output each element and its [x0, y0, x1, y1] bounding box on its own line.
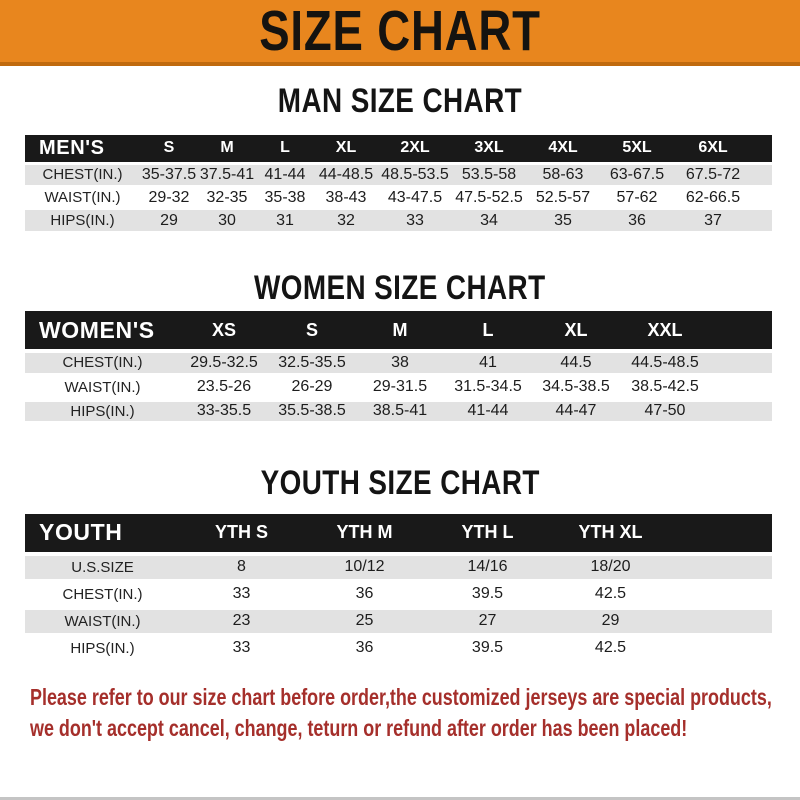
- size-value: 33: [378, 209, 452, 232]
- column-header: XXL: [620, 311, 710, 351]
- header-filler: [752, 135, 772, 163]
- row-filler: [672, 635, 772, 662]
- column-header: YTH L: [426, 514, 549, 554]
- size-value: 33: [180, 581, 303, 608]
- size-value: 32.5-35.5: [268, 351, 356, 375]
- column-header: XL: [314, 135, 378, 163]
- disclaimer-line-1: Please refer to our size chart before order,the customized jerseys are special products,: [30, 683, 772, 710]
- table-row: [25, 608, 772, 635]
- size-value: 35.5-38.5: [268, 399, 356, 423]
- women-section: [0, 269, 800, 426]
- row-filler: [710, 375, 772, 399]
- table-row: [25, 554, 772, 581]
- row-filler: [710, 351, 772, 375]
- column-header: M: [198, 135, 256, 163]
- banner-title: SIZE CHART: [259, 0, 541, 63]
- row-label: HIPS(IN.): [25, 209, 140, 232]
- table-row: [25, 209, 772, 232]
- disclaimer-line-2: we don't accept cancel, change, teturn or refund after order has been placed!: [30, 714, 688, 741]
- size-value: 47.5-52.5: [452, 186, 526, 209]
- column-header: L: [444, 311, 532, 351]
- column-header: 3XL: [452, 135, 526, 163]
- size-value: 62-66.5: [674, 186, 752, 209]
- column-header: 4XL: [526, 135, 600, 163]
- table-row: [25, 186, 772, 209]
- row-filler: [672, 581, 772, 608]
- row-label: HIPS(IN.): [25, 635, 180, 662]
- size-value: 23: [180, 608, 303, 635]
- size-chart-banner: [0, 0, 800, 66]
- column-header: 6XL: [674, 135, 752, 163]
- size-value: 42.5: [549, 635, 672, 662]
- column-header: YTH M: [303, 514, 426, 554]
- size-value: 33-35.5: [180, 399, 268, 423]
- column-header: M: [356, 311, 444, 351]
- size-value: 41: [444, 351, 532, 375]
- size-value: 36: [303, 581, 426, 608]
- size-value: 36: [600, 209, 674, 232]
- size-value: 44.5-48.5: [620, 351, 710, 375]
- row-label: CHEST(IN.): [25, 163, 140, 186]
- size-value: 52.5-57: [526, 186, 600, 209]
- header-filler: [710, 311, 772, 351]
- size-value: 32-35: [198, 186, 256, 209]
- size-value: 35-37.5: [140, 163, 198, 186]
- size-value: 33: [180, 635, 303, 662]
- size-value: 14/16: [426, 554, 549, 581]
- table-header-label: MEN'S: [25, 135, 140, 163]
- size-value: 41-44: [444, 399, 532, 423]
- table-row: [25, 163, 772, 186]
- row-label: WAIST(IN.): [25, 186, 140, 209]
- table-row: [25, 635, 772, 662]
- column-header: YTH S: [180, 514, 303, 554]
- size-value: 31: [256, 209, 314, 232]
- size-value: 37.5-41: [198, 163, 256, 186]
- size-value: 34.5-38.5: [532, 375, 620, 399]
- disclaimer-note: [30, 682, 800, 744]
- row-label: CHEST(IN.): [25, 581, 180, 608]
- size-value: 27: [426, 608, 549, 635]
- size-value: 26-29: [268, 375, 356, 399]
- youth-section: [0, 464, 800, 664]
- row-filler: [752, 186, 772, 209]
- column-header: 5XL: [600, 135, 674, 163]
- size-value: 37: [674, 209, 752, 232]
- column-header: XS: [180, 311, 268, 351]
- size-value: 44.5: [532, 351, 620, 375]
- size-value: 30: [198, 209, 256, 232]
- column-header: L: [256, 135, 314, 163]
- size-value: 63-67.5: [600, 163, 674, 186]
- table-header-label: WOMEN'S: [25, 311, 180, 351]
- youth-section-heading: [0, 464, 800, 502]
- size-value: 53.5-58: [452, 163, 526, 186]
- column-header: XL: [532, 311, 620, 351]
- size-value: 57-62: [600, 186, 674, 209]
- row-filler: [710, 399, 772, 423]
- youth-size-table: [25, 514, 772, 664]
- column-header: 2XL: [378, 135, 452, 163]
- size-value: 35-38: [256, 186, 314, 209]
- size-value: 44-47: [532, 399, 620, 423]
- row-label: U.S.SIZE: [25, 554, 180, 581]
- row-label: WAIST(IN.): [25, 608, 180, 635]
- table-row: [25, 375, 772, 399]
- youth-heading-text: YOUTH SIZE CHART: [260, 463, 540, 502]
- size-value: 29-32: [140, 186, 198, 209]
- size-value: 67.5-72: [674, 163, 752, 186]
- size-value: 38.5-42.5: [620, 375, 710, 399]
- size-value: 44-48.5: [314, 163, 378, 186]
- row-filler: [752, 209, 772, 232]
- size-value: 41-44: [256, 163, 314, 186]
- size-value: 58-63: [526, 163, 600, 186]
- size-value: 43-47.5: [378, 186, 452, 209]
- women-heading-text: WOMEN SIZE CHART: [254, 269, 546, 307]
- size-value: 29.5-32.5: [180, 351, 268, 375]
- size-value: 10/12: [303, 554, 426, 581]
- size-value: 8: [180, 554, 303, 581]
- table-row: [25, 399, 772, 423]
- row-label: HIPS(IN.): [25, 399, 180, 423]
- size-value: 35: [526, 209, 600, 232]
- size-value: 25: [303, 608, 426, 635]
- size-value: 39.5: [426, 581, 549, 608]
- table-header-label: YOUTH: [25, 514, 180, 554]
- men-heading-text: MAN SIZE CHART: [277, 82, 523, 120]
- table-row: [25, 351, 772, 375]
- size-value: 29-31.5: [356, 375, 444, 399]
- row-label: CHEST(IN.): [25, 351, 180, 375]
- size-value: 39.5: [426, 635, 549, 662]
- column-header: S: [268, 311, 356, 351]
- row-filler: [672, 608, 772, 635]
- women-section-heading: [0, 269, 800, 307]
- size-value: 47-50: [620, 399, 710, 423]
- header-filler: [672, 514, 772, 554]
- size-value: 38-43: [314, 186, 378, 209]
- men-size-table: [25, 135, 772, 233]
- column-header: YTH XL: [549, 514, 672, 554]
- size-value: 42.5: [549, 581, 672, 608]
- size-value: 31.5-34.5: [444, 375, 532, 399]
- size-value: 34: [452, 209, 526, 232]
- men-section-heading: [0, 82, 800, 120]
- size-value: 18/20: [549, 554, 672, 581]
- row-label: WAIST(IN.): [25, 375, 180, 399]
- men-section: [0, 82, 800, 233]
- size-value: 38: [356, 351, 444, 375]
- women-size-table: [25, 311, 772, 426]
- size-value: 29: [140, 209, 198, 232]
- column-header: S: [140, 135, 198, 163]
- size-value: 36: [303, 635, 426, 662]
- row-filler: [672, 554, 772, 581]
- size-value: 29: [549, 608, 672, 635]
- table-row: [25, 581, 772, 608]
- size-value: 38.5-41: [356, 399, 444, 423]
- size-value: 48.5-53.5: [378, 163, 452, 186]
- size-value: 32: [314, 209, 378, 232]
- row-filler: [752, 163, 772, 186]
- size-value: 23.5-26: [180, 375, 268, 399]
